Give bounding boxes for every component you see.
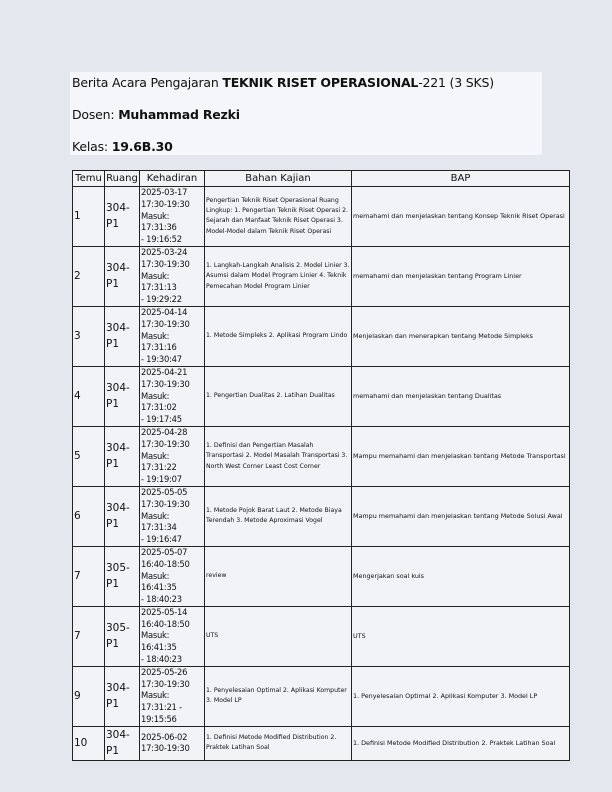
meeting-number: 5 [73,426,105,486]
session-time: 17:30-19:30 [141,378,190,389]
bap-cell: 1. Definisi Metode Modified Distribution 2. Praktek Latihan Soal [352,726,570,760]
session-time: 17:30-19:30 [141,318,190,329]
session-time: 17:30-19:30 [141,743,190,754]
attendance-cell [140,246,205,306]
table-row [73,306,570,366]
bap-cell: memahami dan menjelaskan tentang Program Linier [352,246,570,306]
bap-cell: UTS [352,606,570,666]
check-in: Masuk: 16:41:35 [141,570,177,593]
material-cell: 1. Langkah-Langkah Analisis 2. Model Linier 3. Asumsi dalam Model Program Linier 4. Teknik Pemecahan Model Program Linier [205,246,352,306]
attendance-cell [140,666,205,726]
table-row [73,426,570,486]
table-row [73,606,570,666]
room-cell: 304-P1 [105,187,140,247]
lecturer-label: Dosen: [72,107,119,122]
table-row [73,666,570,726]
meeting-number: 7 [73,606,105,666]
title-prefix: Berita Acara Pengajaran [72,75,223,90]
check-out: - 18:40:23 [141,654,182,665]
attendance-cell [140,606,205,666]
meeting-number: 1 [73,187,105,247]
session-time: 16:40-18:50 [141,558,190,569]
course-name: TEKNIK RISET OPERASIONAL [222,75,419,90]
table-row [73,246,570,306]
session-date: 2025-04-14 [141,306,188,317]
session-time: 16:40-18:50 [141,618,190,629]
attendance-cell [140,306,205,366]
check-out: 19:15:56 [141,714,177,725]
session-date: 2025-05-14 [141,606,188,617]
session-date: 2025-03-17 [141,187,188,197]
meeting-number: 9 [73,666,105,726]
table-row [73,486,570,546]
class-name: 19.6B.30 [111,139,173,154]
check-out: - 18:40:23 [141,594,182,605]
bap-cell: Mampu memahami dan menjelaskan tentang Metode Solusi Awal [352,486,570,546]
material-cell: Pengertian Teknik Riset Operasional Ruang Lingkup: 1. Pengertian Teknik Riset Operasi 2. Sejarah dan Manfaat Teknik Riset Operasi 3. Model-Model dalam Teknik Riset Operasi [205,187,352,247]
check-out: - 19:17:45 [141,414,182,425]
material-cell: UTS [205,606,352,666]
table-header-row [73,171,570,187]
room-cell: 304-P1 [105,666,140,726]
room-cell: 305-P1 [105,546,140,606]
meeting-number: 6 [73,486,105,546]
session-date: 2025-05-07 [141,546,188,557]
meeting-number: 4 [73,366,105,426]
bap-cell: Mengerjakan soal kuis [352,546,570,606]
material-cell: 1. Metode Pojok Barat Laut 2. Metode Biaya Terendah 3. Metode Aproximasi Vogel [205,486,352,546]
check-out: - 19:19:07 [141,474,182,485]
room-cell: 304-P1 [105,366,140,426]
material-cell: 1. Metode Simpleks 2. Aplikasi Program Lindo [205,306,352,366]
meeting-number: 10 [73,726,105,760]
check-in: Masuk: 17:31:21 - [141,690,182,713]
check-in: Masuk: 17:31:36 [141,210,177,233]
attendance-table [72,170,570,761]
session-time: 17:30-19:30 [141,438,190,449]
session-date: 2025-05-26 [141,666,188,677]
room-cell: 304-P1 [105,306,140,366]
check-in: Masuk: 17:31:16 [141,330,177,353]
course-suffix: -221 (3 SKS) [418,75,494,90]
lecturer-name: Muhammad Rezki [118,107,240,122]
table-row [73,187,570,247]
material-cell: 1. Penyelesaian Optimal 2. Aplikasi Komputer 3. Model LP [205,666,352,726]
session-date: 2025-04-21 [141,366,188,377]
session-time: 17:30-19:30 [141,258,190,269]
room-cell: 304-P1 [105,426,140,486]
session-date: 2025-06-02 [141,731,188,742]
document-header [70,72,542,155]
material-cell: review [205,546,352,606]
attendance-cell [140,366,205,426]
attendance-cell [140,546,205,606]
check-out: - 19:16:52 [141,234,182,245]
material-cell: 1. Definisi Metode Modified Distribution 2. Praktek Latihan Soal [205,726,352,760]
col-header-material: Bahan Kajian [205,171,352,187]
col-header-attendance: Kehadiran [140,171,205,187]
check-in: Masuk: 17:31:34 [141,510,177,533]
attendance-cell [140,486,205,546]
material-cell: 1. Pengertian Dualitas 2. Latihan Dualitas [205,366,352,426]
table-row [73,546,570,606]
bap-cell: 1. Penyelesaian Optimal 2. Aplikasi Komputer 3. Model LP [352,666,570,726]
col-header-room: Ruang [105,171,140,187]
session-time: 17:30-19:30 [141,498,190,509]
room-cell: 304-P1 [105,246,140,306]
meeting-number: 2 [73,246,105,306]
session-date: 2025-05-05 [141,486,188,497]
room-cell: 304-P1 [105,726,140,760]
table-row [73,726,570,760]
attendance-cell [140,426,205,486]
session-time: 17:30-19:30 [141,198,190,209]
col-header-meeting: Temu [73,171,105,187]
check-in: Masuk: 17:31:13 [141,270,177,293]
check-out: - 19:29:22 [141,294,182,305]
check-out: - 19:30:47 [141,354,182,365]
table-body [73,187,570,761]
bap-cell: memahami dan menjelaskan tentang Dualitas [352,366,570,426]
class-line [72,139,173,154]
material-cell: 1. Definisi dan Pengertian Masalah Transportasi 2. Model Masalah Transportasi 3. North West Corner Least Cost Corner [205,426,352,486]
bap-cell: Menjelaskan dan menerapkan tentang Metode Simpleks [352,306,570,366]
lecturer-line [72,107,240,122]
document-title [72,75,494,90]
attendance-cell [140,187,205,247]
room-cell: 304-P1 [105,486,140,546]
col-header-bap: BAP [352,171,570,187]
check-out: - 19:16:47 [141,534,182,545]
session-date: 2025-04-28 [141,426,188,437]
attendance-cell [140,726,205,760]
class-label: Kelas: [72,139,112,154]
meeting-number: 3 [73,306,105,366]
room-cell: 305-P1 [105,606,140,666]
bap-cell: memahami dan menjelaskan tentang Konsep Teknik Riset Operasi [352,187,570,247]
table-row [73,366,570,426]
session-time: 17:30-19:30 [141,678,190,689]
bap-cell: Mampu memahami dan menjelaskan tentang Metode Transportasi [352,426,570,486]
check-in: Masuk: 17:31:22 [141,450,177,473]
check-in: Masuk: 16:41:35 [141,630,177,653]
check-in: Masuk: 17:31:02 [141,390,177,413]
session-date: 2025-03-24 [141,246,188,257]
meeting-number: 7 [73,546,105,606]
